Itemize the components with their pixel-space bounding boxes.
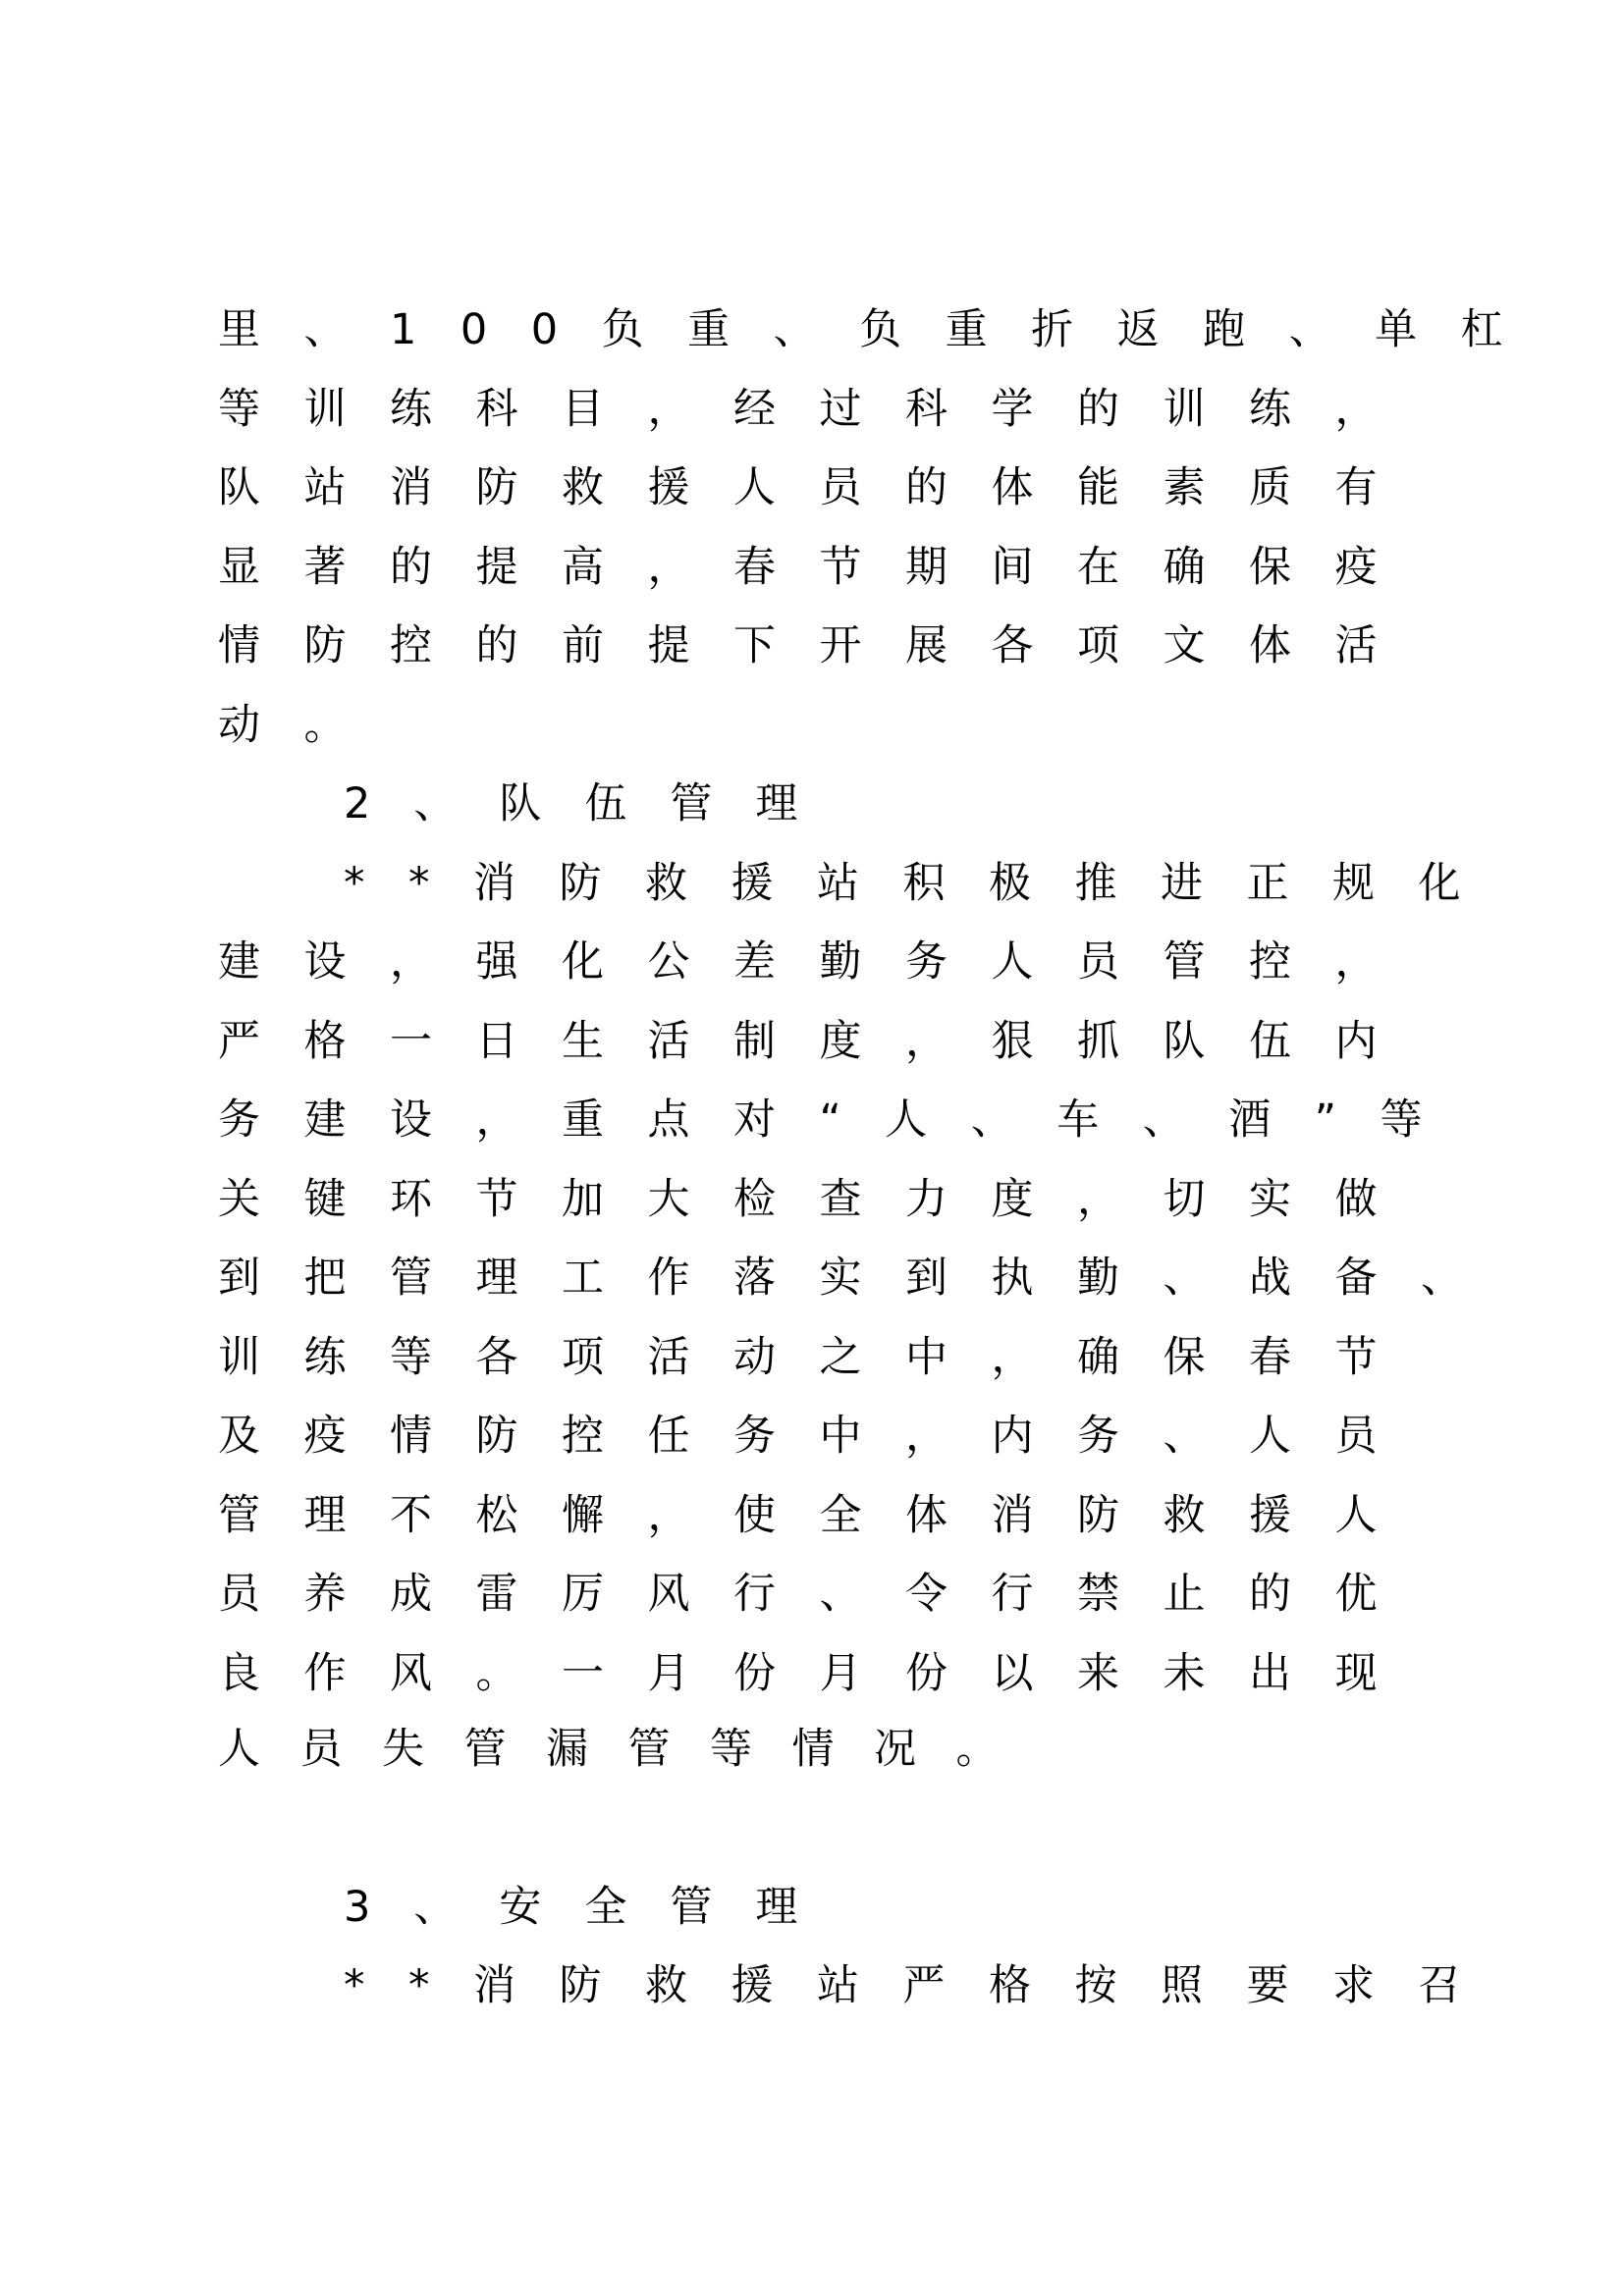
body-line: 显著的提高，春节期间在确保疫: [218, 543, 1421, 592]
body-line: 关键环节加大检查力度，切实做: [218, 1175, 1421, 1224]
section-heading-2: 2、队伍管理: [344, 779, 841, 828]
body-line: 员养成雷厉风行、令行禁止的优: [218, 1570, 1421, 1619]
body-line: 务建设，重点对“人、车、酒”等: [218, 1095, 1467, 1145]
body-line: 到把管理工作落实到执勤、战备、: [218, 1254, 1507, 1303]
body-line: 情防控的前提下开展各项文体活: [218, 621, 1421, 670]
body-line: 动。: [218, 701, 390, 750]
body-line: 人员失管漏管等情况。: [218, 1725, 1038, 1774]
body-line: 训练等各项活动之中，确保春节: [218, 1333, 1421, 1382]
section-heading-3: 3、安全管理: [344, 1883, 841, 1932]
body-line: 建设，强化公差勤务人员管控，: [218, 937, 1421, 987]
body-line: 良作风。一月份月份以来未出现: [218, 1649, 1421, 1698]
body-line: **消防救援站积极推进正规化: [344, 859, 1504, 908]
body-line: 管理不松懈，使全体消防救援人: [218, 1491, 1421, 1540]
body-line: 及疫情防控任务中，内务、人员: [218, 1412, 1421, 1461]
body-line: 等训练科目，经过科学的训练，: [218, 385, 1421, 434]
body-line: **消防救援站严格按照要求召: [344, 1961, 1504, 2010]
body-line: 队站消防救援人员的体能素质有: [218, 463, 1421, 512]
body-line: 严格一日生活制度，狠抓队伍内: [218, 1017, 1421, 1066]
body-line: 里、100负重、负重折返跑、单杠: [218, 305, 1547, 354]
